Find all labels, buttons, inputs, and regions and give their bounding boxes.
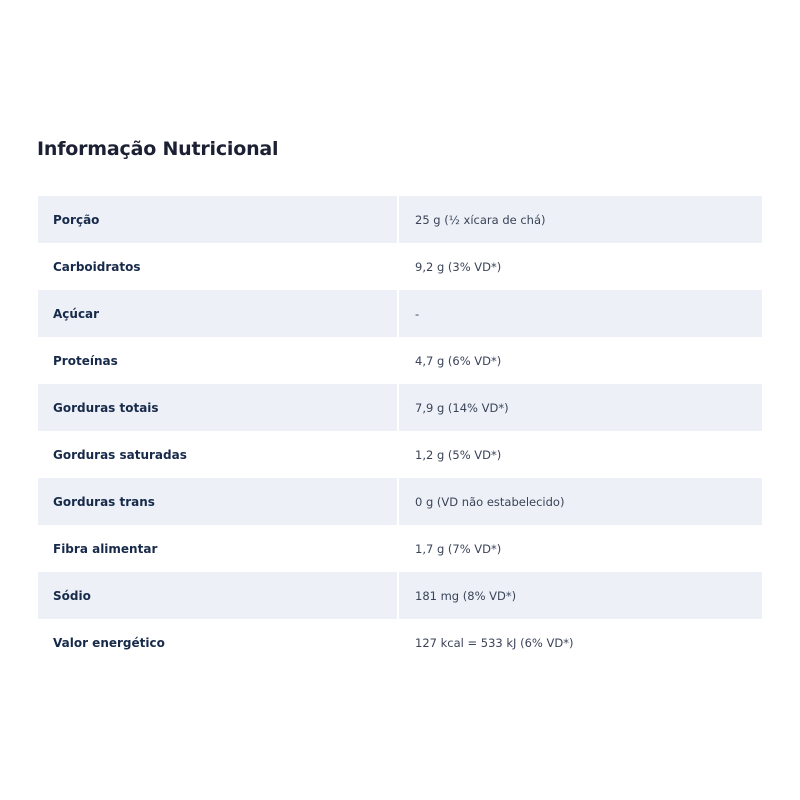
nutrient-value: - <box>398 290 762 337</box>
nutrient-name: Gorduras saturadas <box>38 431 398 478</box>
nutrient-value: 7,9 g (14% VD*) <box>398 384 762 431</box>
table-row <box>38 290 762 337</box>
nutrient-value: 0 g (VD não estabelecido) <box>398 478 762 525</box>
table-row <box>38 478 762 525</box>
table-row <box>38 525 762 572</box>
table-row <box>38 337 762 384</box>
nutrient-value: 4,7 g (6% VD*) <box>398 337 762 384</box>
nutrient-value: 25 g (½ xícara de chá) <box>398 196 762 243</box>
nutrient-value: 181 mg (8% VD*) <box>398 572 762 619</box>
table-row <box>38 196 762 243</box>
nutrient-name: Açúcar <box>38 290 398 337</box>
nutrient-name: Sódio <box>38 572 398 619</box>
nutrient-name: Fibra alimentar <box>38 525 398 572</box>
nutrient-name: Gorduras totais <box>38 384 398 431</box>
nutrient-name: Porção <box>38 196 398 243</box>
nutrient-value: 1,2 g (5% VD*) <box>398 431 762 478</box>
nutrient-name: Proteínas <box>38 337 398 384</box>
nutrient-name: Carboidratos <box>38 243 398 290</box>
table-row <box>38 619 762 666</box>
nutrition-table <box>38 196 762 666</box>
table-row <box>38 384 762 431</box>
nutrient-name: Gorduras trans <box>38 478 398 525</box>
table-row <box>38 243 762 290</box>
nutrient-name: Valor energético <box>38 619 398 666</box>
table-row <box>38 572 762 619</box>
page-title: Informação Nutricional <box>37 138 279 160</box>
nutrient-value: 9,2 g (3% VD*) <box>398 243 762 290</box>
nutrient-value: 127 kcal = 533 kJ (6% VD*) <box>398 619 762 666</box>
table-row <box>38 431 762 478</box>
nutrient-value: 1,7 g (7% VD*) <box>398 525 762 572</box>
